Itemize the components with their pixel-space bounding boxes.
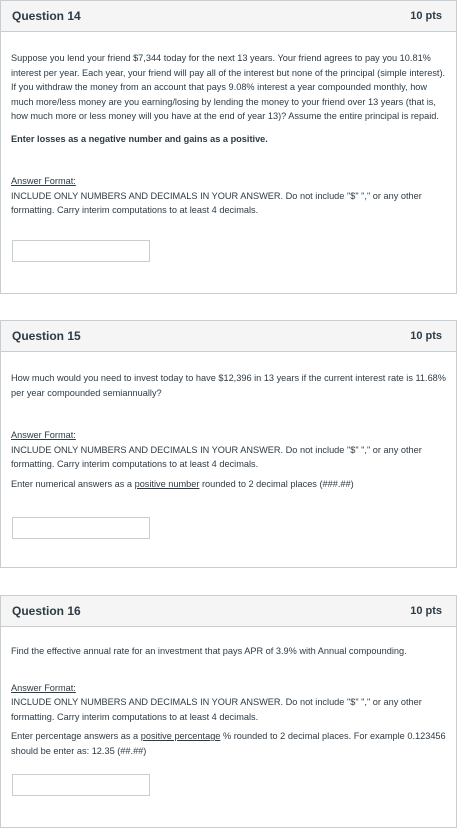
question-points: 10 pts xyxy=(410,10,442,22)
question-title: Question 16 xyxy=(12,604,81,618)
question-title: Question 14 xyxy=(12,9,81,23)
answer-format-label: Answer Format: xyxy=(11,176,76,186)
answer-input[interactable] xyxy=(12,517,150,539)
answer-note-suffix: rounded to 2 decimal places (###.##) xyxy=(199,478,354,489)
answer-note-suffix: % rounded to 2 decimal places. For example 0.123456 should be enter as: 12.35 (##.##) xyxy=(11,731,446,756)
answer-note xyxy=(11,729,446,758)
answer-format-label: Answer Format: xyxy=(11,430,76,440)
question-prompt: How much would you need to invest today to have $12,396 in 13 years if the current interest rate is 11.68% per year compounded semiannually? xyxy=(11,373,446,398)
answer-note-prefix: Enter numerical answers as a xyxy=(11,478,135,489)
question-15 xyxy=(0,320,457,568)
answer-note-prefix: Enter percentage answers as a xyxy=(11,731,141,741)
question-body xyxy=(1,51,456,262)
question-body xyxy=(1,644,456,796)
question-header xyxy=(1,596,456,627)
question-16 xyxy=(0,595,457,828)
question-header xyxy=(1,321,456,352)
answer-format-label: Answer Format: xyxy=(11,682,76,693)
question-prompt: Suppose you lend your friend $7,344 today for the next 13 years. Your friend agrees to pay you 10.81% interest per year. Each year, your friend will pay all of the interest but none of the principal (simple interest). If you withdraw the money from an account that pays 9.08% interest a year compounded monthly, how much more/less money are you earning/losing by lending the money to your friend over 13 years (that is, how much more or less money will you have at the end of year 13)? Assume the entire principal is repaid. xyxy=(11,53,446,121)
question-points: 10 pts xyxy=(410,330,442,342)
question-instruction: Enter losses as a negative number and gains as a positive. xyxy=(11,133,268,144)
question-prompt: Find the effective annual rate for an investment that pays APR of 3.9% with Annual compounding. xyxy=(11,646,407,656)
answer-note-highlight: positive percentage xyxy=(140,731,221,741)
question-body xyxy=(1,371,456,539)
question-title: Question 15 xyxy=(12,329,81,343)
answer-note xyxy=(11,477,446,492)
answer-format-text: INCLUDE ONLY NUMBERS AND DECIMALS IN YOUR ANSWER. Do not include "$" "," or any other formatting. Carry interim computations to at least 4 decimals. xyxy=(11,697,422,722)
question-14 xyxy=(0,0,457,294)
answer-input[interactable] xyxy=(12,240,150,262)
answer-input[interactable] xyxy=(12,774,150,796)
answer-format-text: INCLUDE ONLY NUMBERS AND DECIMALS IN YOUR ANSWER. Do not include "$" "," or any other formatting. Carry interim computations to at least 4 decimals. xyxy=(11,444,422,469)
question-points: 10 pts xyxy=(410,605,442,617)
answer-note-highlight: positive number xyxy=(134,478,200,489)
question-header xyxy=(1,1,456,32)
answer-format-text: INCLUDE ONLY NUMBERS AND DECIMALS IN YOUR ANSWER. Do not include "$" "," or any other formatting. Carry interim computations to at least 4 decimals. xyxy=(11,190,422,215)
